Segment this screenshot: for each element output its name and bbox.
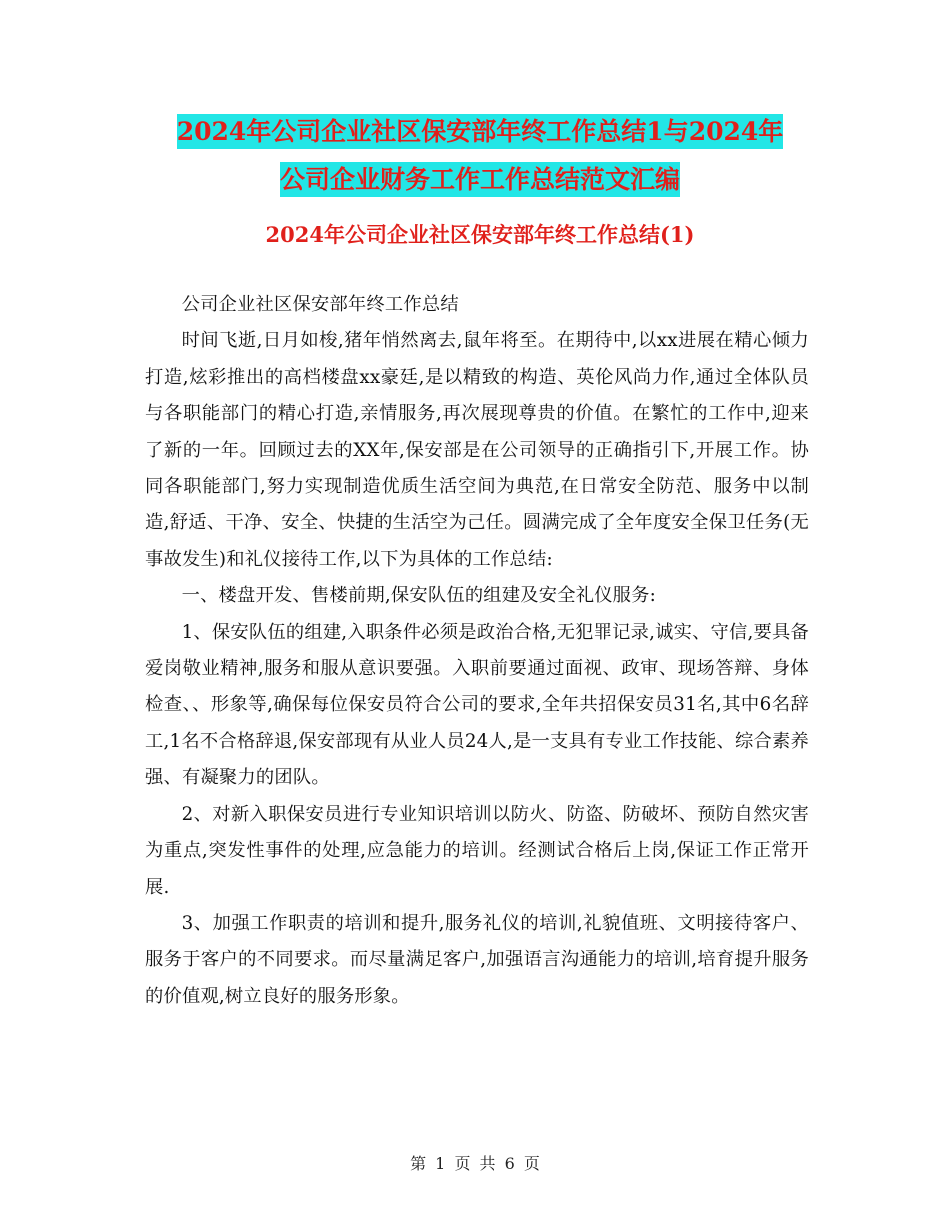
paragraph: 1、保安队伍的组建,入职条件必须是政治合格,无犯罪记录,诚实、守信,要具备爱岗敬业精神,服务和服从意识要强。入职前要通过面视、政审、现场答辩、身体检查、、形象等,确保每位保安员符合公司的要求,全年共招保安员31名,其中6名辞工,1名不合格辞退,保安部现有从业人员24人,是一支具有专业工作技能、综合素养强、有凝聚力的团队。 — [145, 621, 809, 789]
title-line-1: 2024年公司企业社区保安部年终工作总结1与2024年 — [177, 114, 784, 149]
page-footer: 第 1 页 共 6 页 — [410, 1154, 540, 1173]
paragraph: 2、对新入职保安员进行专业知识培训以防火、防盗、防破坏、预防自然灾害为重点,突发性事件的处理,应急能力的培训。经测试合格后上岗,保证工作正常开展. — [145, 803, 809, 898]
section-title: 2024年公司企业社区保安部年终工作总结(1) — [265, 222, 695, 247]
paragraph-heading: 一、楼盘开发、售楼前期,保安队伍的组建及安全礼仪服务: — [181, 585, 656, 607]
document-title — [120, 108, 840, 204]
paragraph-subtitle: 公司企业社区保安部年终工作总结 — [181, 294, 459, 315]
title-line-2: 公司企业财务工作工作总结范文汇编 — [280, 162, 680, 197]
paragraph: 3、加强工作职责的培训和提升,服务礼仪的培训,礼貌值班、文明接待客户、服务于客户的不同要求。而尽量满足客户,加强语言沟通能力的培训,培育提升服务的价值观,树立良好的服务形象。 — [145, 912, 809, 1007]
paragraph: 时间飞逝,日月如梭,猪年悄然离去,鼠年将至。在期待中,以xx进展在精心倾力打造,炫彩推出的高档楼盘xx豪廷,是以精致的构造、英伦风尚力作,通过全体队员与各职能部门的精心打造,亲情服务,再次展现尊贵的价值。在繁忙的工作中,迎来了新的一年。回顾过去的XX年,保安部是在公司领导的正确指引下,开展工作。协同各职能部门,努力实现制造优质生活空间为典范,在日常安全防范、服务中以制造,舒适、干净、安全、快捷的生活空为己任。圆满完成了全年度安全保卫任务(无事故发生)和礼仪接待工作,以下为具体的工作总结: — [145, 330, 809, 570]
body-text — [145, 287, 809, 1015]
